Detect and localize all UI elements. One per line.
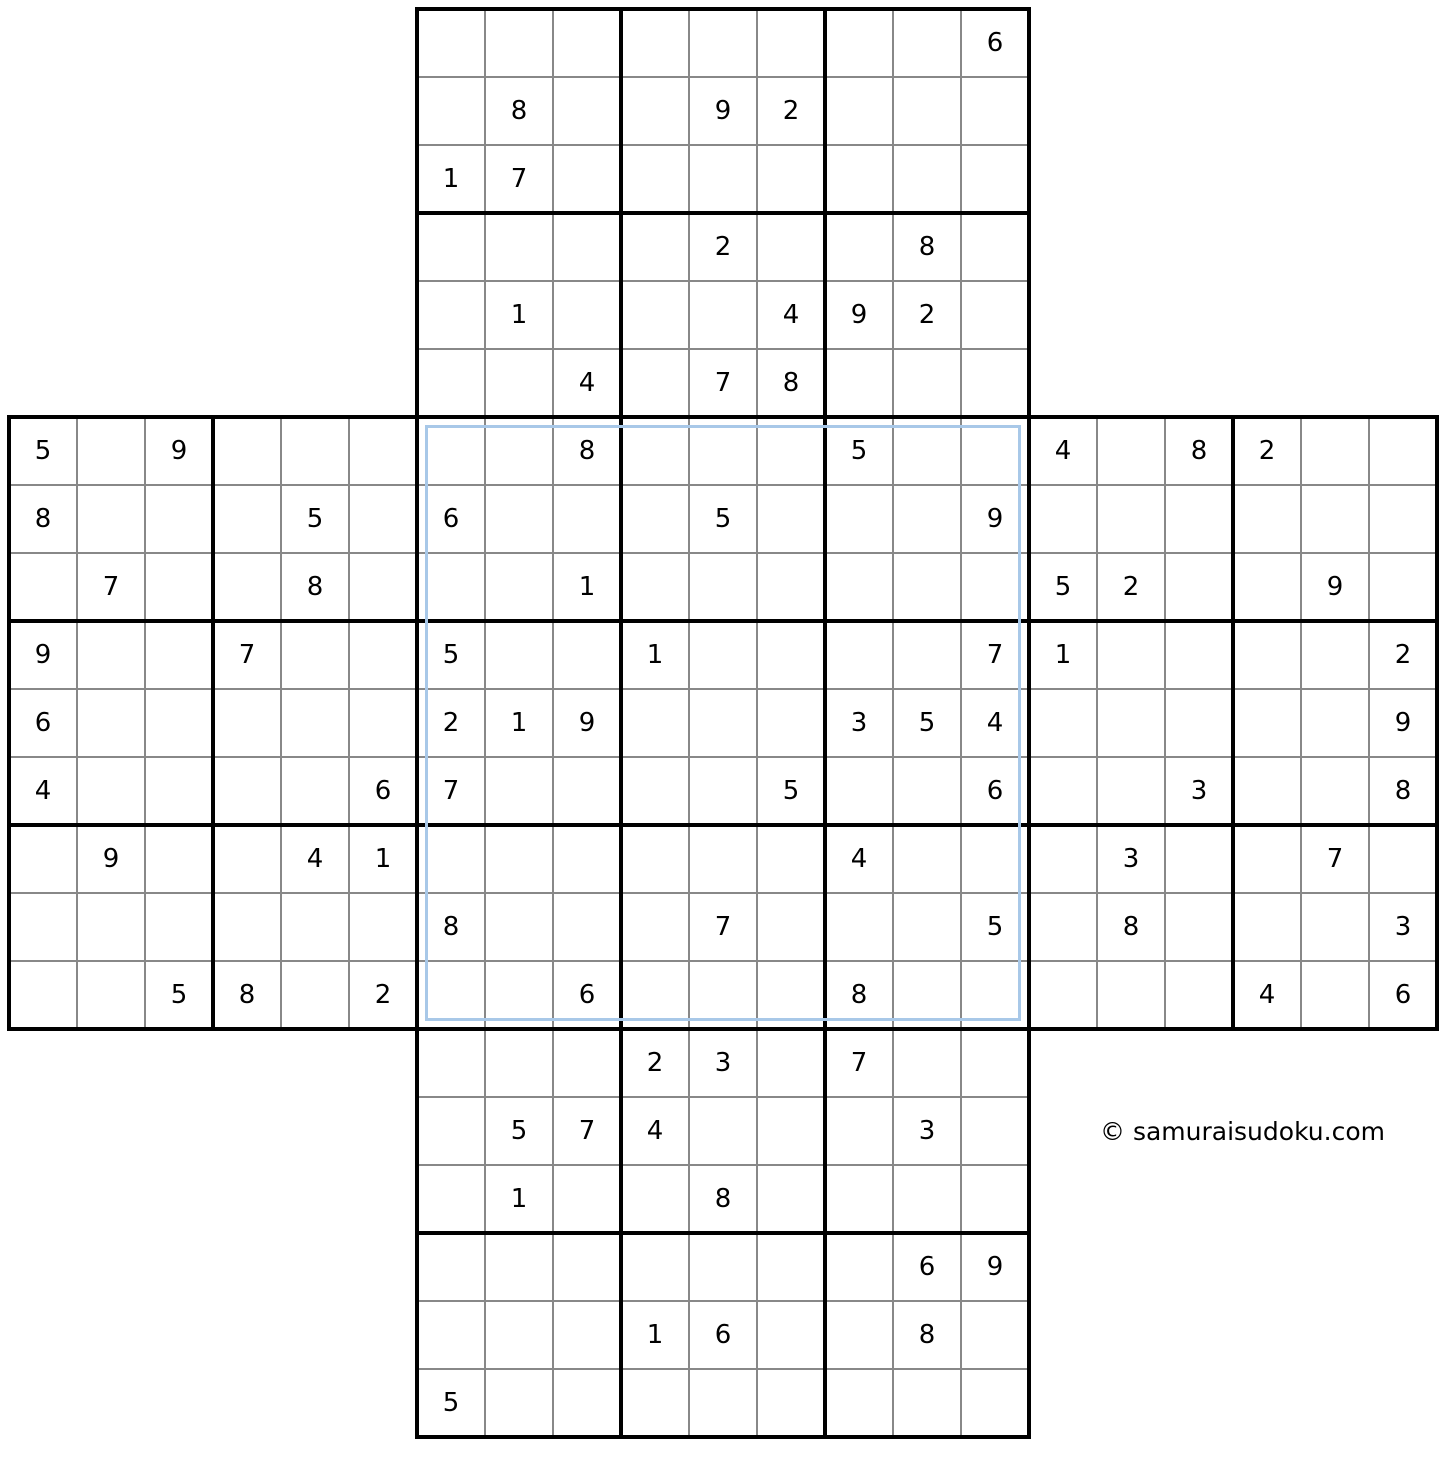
empty-cell[interactable] <box>553 1233 621 1301</box>
empty-cell[interactable] <box>689 689 757 757</box>
given-digit-cell: 5 <box>510 1116 528 1146</box>
empty-cell[interactable] <box>1233 553 1301 621</box>
given-digit-cell: 6 <box>578 980 596 1010</box>
empty-cell[interactable] <box>417 961 485 1029</box>
empty-cell[interactable] <box>1165 553 1233 621</box>
empty-cell[interactable] <box>689 1369 757 1437</box>
empty-cell[interactable] <box>689 621 757 689</box>
empty-cell[interactable] <box>757 825 825 893</box>
empty-cell[interactable] <box>349 689 417 757</box>
empty-cell[interactable] <box>1029 689 1097 757</box>
given-digit-cell: 6 <box>34 708 52 738</box>
empty-cell[interactable] <box>417 9 485 77</box>
empty-cell[interactable] <box>893 349 961 417</box>
empty-cell[interactable] <box>77 757 145 825</box>
empty-cell[interactable] <box>553 213 621 281</box>
empty-cell[interactable] <box>1301 757 1369 825</box>
empty-cell[interactable] <box>893 77 961 145</box>
given-digit-cell: 4 <box>782 300 800 330</box>
given-digit-cell: 5 <box>170 980 188 1010</box>
empty-cell[interactable] <box>349 893 417 961</box>
empty-cell[interactable] <box>213 825 281 893</box>
empty-cell[interactable] <box>1301 961 1369 1029</box>
given-digit-cell: 4 <box>34 776 52 806</box>
empty-cell[interactable] <box>1233 893 1301 961</box>
empty-cell[interactable] <box>825 1301 893 1369</box>
empty-cell[interactable] <box>485 1029 553 1097</box>
empty-cell[interactable] <box>77 621 145 689</box>
empty-cell[interactable] <box>281 893 349 961</box>
empty-cell[interactable] <box>213 893 281 961</box>
empty-cell[interactable] <box>757 1097 825 1165</box>
given-digit-cell: 7 <box>442 776 460 806</box>
empty-cell[interactable] <box>485 1301 553 1369</box>
empty-cell[interactable] <box>485 9 553 77</box>
empty-cell[interactable] <box>1165 825 1233 893</box>
empty-cell[interactable] <box>825 9 893 77</box>
empty-cell[interactable] <box>77 893 145 961</box>
empty-cell[interactable] <box>689 417 757 485</box>
empty-cell[interactable] <box>757 553 825 621</box>
empty-cell[interactable] <box>1233 757 1301 825</box>
given-digit-cell: 9 <box>1394 708 1412 738</box>
empty-cell[interactable] <box>1029 893 1097 961</box>
empty-cell[interactable] <box>553 485 621 553</box>
given-digit-cell: 9 <box>986 1252 1004 1282</box>
given-digit-cell: 2 <box>918 300 936 330</box>
empty-cell[interactable] <box>145 893 213 961</box>
empty-cell[interactable] <box>893 1165 961 1233</box>
empty-cell[interactable] <box>1165 893 1233 961</box>
empty-cell[interactable] <box>893 1029 961 1097</box>
empty-cell[interactable] <box>281 689 349 757</box>
given-digit-cell: 3 <box>1122 844 1140 874</box>
empty-cell[interactable] <box>9 893 77 961</box>
given-digit-cell: 5 <box>782 776 800 806</box>
empty-cell[interactable] <box>621 893 689 961</box>
given-digit-cell: 2 <box>646 1048 664 1078</box>
given-digit-cell: 9 <box>986 504 1004 534</box>
given-digit-cell: 5 <box>1054 572 1072 602</box>
empty-cell[interactable] <box>893 825 961 893</box>
empty-cell[interactable] <box>9 961 77 1029</box>
empty-cell[interactable] <box>757 9 825 77</box>
empty-cell[interactable] <box>1029 825 1097 893</box>
empty-cell[interactable] <box>825 1097 893 1165</box>
given-digit-cell: 8 <box>238 980 256 1010</box>
given-digit-cell: 1 <box>510 300 528 330</box>
empty-cell[interactable] <box>485 621 553 689</box>
empty-cell[interactable] <box>213 417 281 485</box>
empty-cell[interactable] <box>281 961 349 1029</box>
empty-cell[interactable] <box>485 893 553 961</box>
empty-cell[interactable] <box>553 893 621 961</box>
empty-cell[interactable] <box>893 621 961 689</box>
empty-cell[interactable] <box>77 689 145 757</box>
given-digit-cell: 2 <box>1122 572 1140 602</box>
given-digit-cell: 8 <box>578 436 596 466</box>
empty-cell[interactable] <box>825 621 893 689</box>
given-digit-cell: 2 <box>1394 640 1412 670</box>
given-digit-cell: 2 <box>1258 436 1276 466</box>
empty-cell[interactable] <box>1301 689 1369 757</box>
empty-cell[interactable] <box>825 757 893 825</box>
empty-cell[interactable] <box>757 213 825 281</box>
empty-cell[interactable] <box>689 145 757 213</box>
empty-cell[interactable] <box>621 553 689 621</box>
given-digit-cell: 4 <box>850 844 868 874</box>
empty-cell[interactable] <box>825 145 893 213</box>
empty-cell[interactable] <box>893 485 961 553</box>
empty-cell[interactable] <box>1029 757 1097 825</box>
empty-cell[interactable] <box>417 213 485 281</box>
given-digit-cell: 6 <box>442 504 460 534</box>
given-digit-cell: 2 <box>442 708 460 738</box>
empty-cell[interactable] <box>1369 417 1437 485</box>
empty-cell[interactable] <box>145 621 213 689</box>
empty-cell[interactable] <box>77 417 145 485</box>
empty-cell[interactable] <box>1233 689 1301 757</box>
empty-cell[interactable] <box>77 485 145 553</box>
given-digit-cell: 5 <box>442 640 460 670</box>
empty-cell[interactable] <box>485 825 553 893</box>
empty-cell[interactable] <box>757 1029 825 1097</box>
given-digit-cell: 8 <box>918 232 936 262</box>
given-digit-cell: 9 <box>34 640 52 670</box>
given-digit-cell: 9 <box>578 708 596 738</box>
empty-cell[interactable] <box>1165 689 1233 757</box>
empty-cell[interactable] <box>1029 961 1097 1029</box>
given-digit-cell: 6 <box>374 776 392 806</box>
given-digit-cell: 6 <box>986 28 1004 58</box>
empty-cell[interactable] <box>213 757 281 825</box>
empty-cell[interactable] <box>893 9 961 77</box>
empty-cell[interactable] <box>757 689 825 757</box>
empty-cell[interactable] <box>281 757 349 825</box>
empty-cell[interactable] <box>621 213 689 281</box>
empty-cell[interactable] <box>553 1301 621 1369</box>
empty-cell[interactable] <box>621 757 689 825</box>
empty-cell[interactable] <box>417 77 485 145</box>
empty-cell[interactable] <box>1301 485 1369 553</box>
empty-cell[interactable] <box>1369 825 1437 893</box>
given-digit-cell: 7 <box>1326 844 1344 874</box>
empty-cell[interactable] <box>1369 553 1437 621</box>
empty-cell[interactable] <box>825 1165 893 1233</box>
empty-cell[interactable] <box>621 1165 689 1233</box>
given-digit-cell: 3 <box>850 708 868 738</box>
given-digit-cell: 3 <box>918 1116 936 1146</box>
empty-cell[interactable] <box>281 417 349 485</box>
given-digit-cell: 7 <box>238 640 256 670</box>
empty-cell[interactable] <box>689 9 757 77</box>
empty-cell[interactable] <box>757 621 825 689</box>
given-digit-cell: 7 <box>714 912 732 942</box>
empty-cell[interactable] <box>825 893 893 961</box>
empty-cell[interactable] <box>417 281 485 349</box>
empty-cell[interactable] <box>757 417 825 485</box>
empty-cell[interactable] <box>757 1301 825 1369</box>
empty-cell[interactable] <box>757 1165 825 1233</box>
empty-cell[interactable] <box>893 1369 961 1437</box>
empty-cell[interactable] <box>485 485 553 553</box>
empty-cell[interactable] <box>213 689 281 757</box>
empty-cell[interactable] <box>1165 621 1233 689</box>
empty-cell[interactable] <box>9 553 77 621</box>
empty-cell[interactable] <box>961 1165 1029 1233</box>
empty-cell[interactable] <box>621 145 689 213</box>
empty-cell[interactable] <box>1029 485 1097 553</box>
empty-cell[interactable] <box>961 1097 1029 1165</box>
empty-cell[interactable] <box>621 689 689 757</box>
empty-cell[interactable] <box>553 825 621 893</box>
given-digit-cell: 8 <box>1122 912 1140 942</box>
empty-cell[interactable] <box>893 553 961 621</box>
empty-cell[interactable] <box>689 281 757 349</box>
empty-cell[interactable] <box>961 825 1029 893</box>
empty-cell[interactable] <box>1301 417 1369 485</box>
empty-cell[interactable] <box>417 1097 485 1165</box>
empty-cell[interactable] <box>349 417 417 485</box>
empty-cell[interactable] <box>961 281 1029 349</box>
given-digit-cell: 8 <box>714 1184 732 1214</box>
given-digit-cell: 1 <box>646 1320 664 1350</box>
empty-cell[interactable] <box>689 825 757 893</box>
empty-cell[interactable] <box>485 757 553 825</box>
empty-cell[interactable] <box>825 77 893 145</box>
empty-cell[interactable] <box>689 961 757 1029</box>
given-digit-cell: 2 <box>714 232 732 262</box>
empty-cell[interactable] <box>145 825 213 893</box>
empty-cell[interactable] <box>553 621 621 689</box>
given-digit-cell: 8 <box>34 504 52 534</box>
given-digit-cell: 2 <box>782 96 800 126</box>
empty-cell[interactable] <box>417 1165 485 1233</box>
empty-cell[interactable] <box>961 417 1029 485</box>
given-digit-cell: 4 <box>306 844 324 874</box>
given-digit-cell: 7 <box>850 1048 868 1078</box>
empty-cell[interactable] <box>553 1165 621 1233</box>
empty-cell[interactable] <box>757 1233 825 1301</box>
given-digit-cell: 9 <box>714 96 732 126</box>
empty-cell[interactable] <box>9 825 77 893</box>
empty-cell[interactable] <box>77 961 145 1029</box>
given-digit-cell: 9 <box>170 436 188 466</box>
given-digit-cell: 8 <box>1394 776 1412 806</box>
empty-cell[interactable] <box>553 145 621 213</box>
empty-cell[interactable] <box>961 553 1029 621</box>
empty-cell[interactable] <box>417 1029 485 1097</box>
empty-cell[interactable] <box>893 961 961 1029</box>
empty-cell[interactable] <box>757 145 825 213</box>
given-digit-cell: 9 <box>102 844 120 874</box>
empty-cell[interactable] <box>349 485 417 553</box>
empty-cell[interactable] <box>1165 961 1233 1029</box>
given-digit-cell: 8 <box>510 96 528 126</box>
given-digit-cell: 8 <box>918 1320 936 1350</box>
given-digit-cell: 8 <box>442 912 460 942</box>
empty-cell[interactable] <box>621 9 689 77</box>
empty-cell[interactable] <box>757 1369 825 1437</box>
empty-cell[interactable] <box>213 485 281 553</box>
given-digit-cell: 1 <box>510 708 528 738</box>
given-digit-cell: 1 <box>510 1184 528 1214</box>
given-digit-cell: 7 <box>714 368 732 398</box>
empty-cell[interactable] <box>893 417 961 485</box>
empty-cell[interactable] <box>825 1233 893 1301</box>
empty-cell[interactable] <box>1301 621 1369 689</box>
empty-cell[interactable] <box>145 689 213 757</box>
empty-cell[interactable] <box>145 485 213 553</box>
empty-cell[interactable] <box>961 145 1029 213</box>
empty-cell[interactable] <box>621 417 689 485</box>
empty-cell[interactable] <box>621 825 689 893</box>
empty-cell[interactable] <box>417 1233 485 1301</box>
given-digit-cell: 4 <box>1258 980 1276 1010</box>
given-digit-cell: 7 <box>510 164 528 194</box>
empty-cell[interactable] <box>417 553 485 621</box>
empty-cell[interactable] <box>1233 825 1301 893</box>
empty-cell[interactable] <box>1097 757 1165 825</box>
given-digit-cell: 8 <box>306 572 324 602</box>
empty-cell[interactable] <box>349 553 417 621</box>
empty-cell[interactable] <box>553 1029 621 1097</box>
given-digit-cell: 5 <box>714 504 732 534</box>
empty-cell[interactable] <box>1233 485 1301 553</box>
given-digit-cell: 1 <box>442 164 460 194</box>
empty-cell[interactable] <box>485 1233 553 1301</box>
given-digit-cell: 3 <box>1394 912 1412 942</box>
empty-cell[interactable] <box>349 621 417 689</box>
empty-cell[interactable] <box>825 1369 893 1437</box>
given-digit-cell: 9 <box>1326 572 1344 602</box>
given-digit-cell: 5 <box>34 436 52 466</box>
empty-cell[interactable] <box>417 349 485 417</box>
given-digit-cell: 8 <box>850 980 868 1010</box>
given-digit-cell: 5 <box>918 708 936 738</box>
empty-cell[interactable] <box>213 553 281 621</box>
empty-cell[interactable] <box>757 961 825 1029</box>
given-digit-cell: 7 <box>578 1116 596 1146</box>
given-digit-cell: 1 <box>578 572 596 602</box>
empty-cell[interactable] <box>1165 485 1233 553</box>
empty-cell[interactable] <box>145 757 213 825</box>
empty-cell[interactable] <box>961 77 1029 145</box>
given-digit-cell: 9 <box>850 300 868 330</box>
empty-cell[interactable] <box>1097 689 1165 757</box>
given-digit-cell: 3 <box>714 1048 732 1078</box>
given-digit-cell: 6 <box>918 1252 936 1282</box>
empty-cell[interactable] <box>485 1369 553 1437</box>
empty-cell[interactable] <box>825 553 893 621</box>
empty-cell[interactable] <box>621 1233 689 1301</box>
empty-cell[interactable] <box>961 349 1029 417</box>
empty-cell[interactable] <box>553 77 621 145</box>
empty-cell[interactable] <box>485 417 553 485</box>
given-digit-cell: 6 <box>714 1320 732 1350</box>
given-digit-cell: 8 <box>1190 436 1208 466</box>
given-digit-cell: 4 <box>578 368 596 398</box>
given-digit-cell: 5 <box>306 504 324 534</box>
empty-cell[interactable] <box>961 961 1029 1029</box>
given-digit-cell: 3 <box>1190 776 1208 806</box>
empty-cell[interactable] <box>689 757 757 825</box>
empty-cell[interactable] <box>553 757 621 825</box>
empty-cell[interactable] <box>417 417 485 485</box>
copyright-text: © samuraisudoku.com <box>1100 1117 1385 1146</box>
empty-cell[interactable] <box>689 1097 757 1165</box>
given-digit-cell: 7 <box>102 572 120 602</box>
empty-cell[interactable] <box>825 213 893 281</box>
empty-cell[interactable] <box>893 145 961 213</box>
given-digit-cell: 1 <box>374 844 392 874</box>
empty-cell[interactable] <box>961 213 1029 281</box>
empty-cell[interactable] <box>621 77 689 145</box>
empty-cell[interactable] <box>1097 485 1165 553</box>
empty-cell[interactable] <box>825 349 893 417</box>
empty-cell[interactable] <box>145 553 213 621</box>
empty-cell[interactable] <box>485 349 553 417</box>
empty-cell[interactable] <box>1097 961 1165 1029</box>
empty-cell[interactable] <box>1233 621 1301 689</box>
empty-cell[interactable] <box>961 1369 1029 1437</box>
given-digit-cell: 7 <box>986 640 1004 670</box>
empty-cell[interactable] <box>961 1301 1029 1369</box>
given-digit-cell: 6 <box>986 776 1004 806</box>
empty-cell[interactable] <box>825 485 893 553</box>
empty-cell[interactable] <box>1097 417 1165 485</box>
empty-cell[interactable] <box>417 1301 485 1369</box>
empty-cell[interactable] <box>621 485 689 553</box>
empty-cell[interactable] <box>893 893 961 961</box>
empty-cell[interactable] <box>689 1233 757 1301</box>
given-digit-cell: 2 <box>374 980 392 1010</box>
empty-cell[interactable] <box>1369 485 1437 553</box>
given-digit-cell: 4 <box>986 708 1004 738</box>
empty-cell[interactable] <box>893 757 961 825</box>
empty-cell[interactable] <box>553 9 621 77</box>
empty-cell[interactable] <box>621 349 689 417</box>
empty-cell[interactable] <box>1097 621 1165 689</box>
empty-cell[interactable] <box>621 961 689 1029</box>
empty-cell[interactable] <box>621 281 689 349</box>
empty-cell[interactable] <box>485 553 553 621</box>
given-digit-cell: 5 <box>850 436 868 466</box>
empty-cell[interactable] <box>485 213 553 281</box>
given-digit-cell: 6 <box>1394 980 1412 1010</box>
given-digit-cell: 5 <box>986 912 1004 942</box>
given-digit-cell: 4 <box>646 1116 664 1146</box>
given-digit-cell: 4 <box>1054 436 1072 466</box>
empty-cell[interactable] <box>689 553 757 621</box>
empty-cell[interactable] <box>485 961 553 1029</box>
given-digit-cell: 8 <box>782 368 800 398</box>
empty-cell[interactable] <box>621 1369 689 1437</box>
empty-cell[interactable] <box>1301 893 1369 961</box>
given-digit-cell: 1 <box>646 640 664 670</box>
empty-cell[interactable] <box>757 485 825 553</box>
given-digit-cell: 5 <box>442 1388 460 1418</box>
given-digit-cell: 1 <box>1054 640 1072 670</box>
empty-cell[interactable] <box>281 621 349 689</box>
empty-cell[interactable] <box>961 1029 1029 1097</box>
empty-cell[interactable] <box>757 893 825 961</box>
empty-cell[interactable] <box>417 825 485 893</box>
empty-cell[interactable] <box>553 281 621 349</box>
empty-cell[interactable] <box>553 1369 621 1437</box>
